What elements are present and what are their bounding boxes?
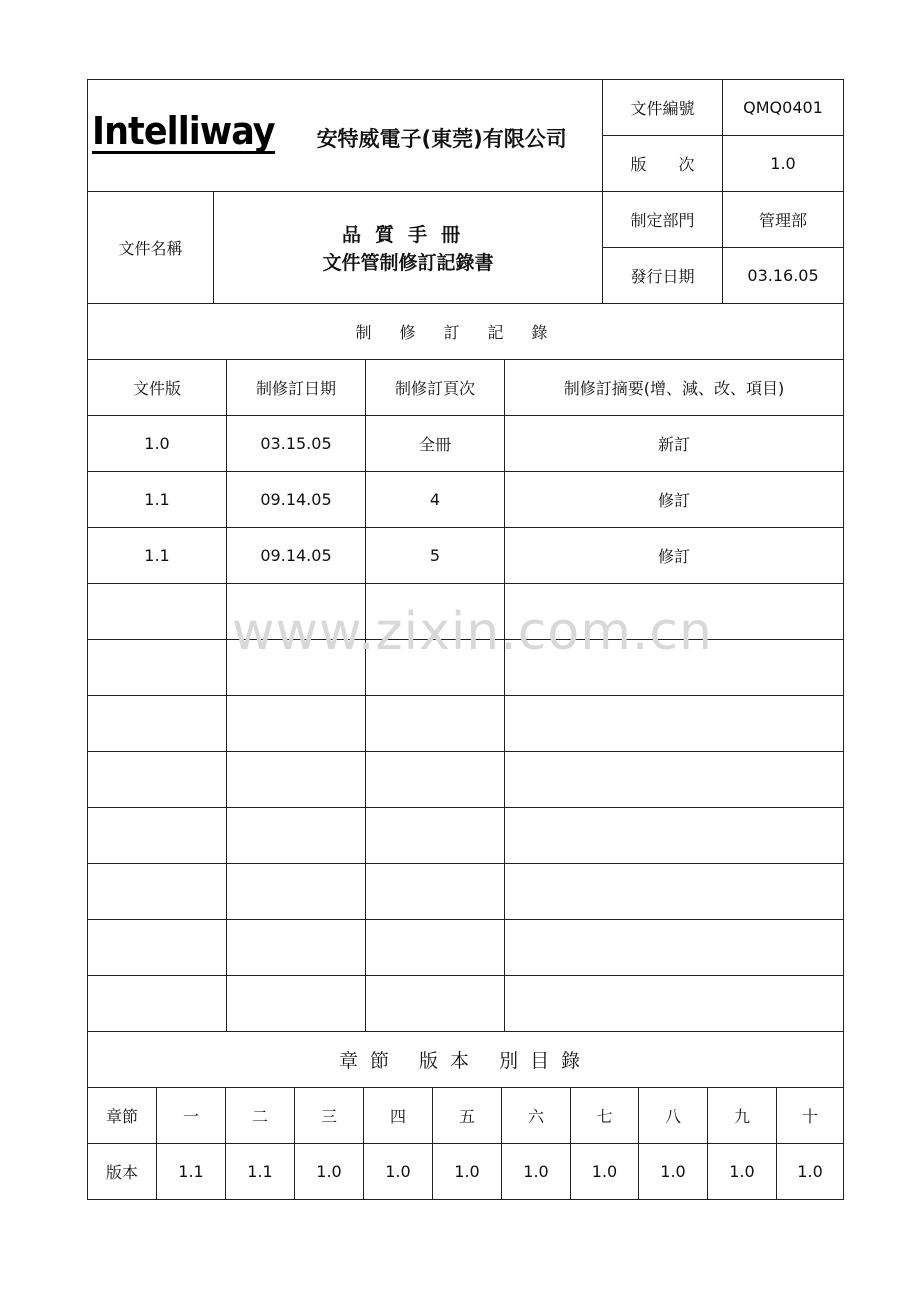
cell: 5 [366,528,505,584]
cell [505,640,844,696]
cell: 09.14.05 [227,528,366,584]
cell [227,752,366,808]
cell [366,752,505,808]
edition-label: 版 次 [603,136,723,192]
cell [505,696,844,752]
table-row [88,976,844,1032]
version-cell: 1.0 [364,1144,433,1200]
cell: 1.1 [88,528,227,584]
watermark-text: www.zixin.com.cn [232,602,713,662]
chapter-version-title: 章節 版本 別目錄 [88,1032,844,1088]
cell: 新訂 [505,416,844,472]
version-cell: 1.0 [295,1144,364,1200]
col-header: 制修訂摘要(增、減、改、項目) [505,360,844,416]
cell [227,808,366,864]
table-row [88,584,844,640]
cell [366,696,505,752]
cell [505,864,844,920]
chapter-label: 章節 [88,1088,157,1144]
doc-name-cell [214,192,603,304]
chapter-cell: 四 [364,1088,433,1144]
cell [227,864,366,920]
cell [88,584,227,640]
table-row [88,696,844,752]
cell [88,752,227,808]
version-cell: 1.0 [639,1144,708,1200]
cell [88,808,227,864]
doc-no-label: 文件編號 [603,80,723,136]
company-logo: Intelliway [92,109,275,153]
chapter-cell: 五 [433,1088,502,1144]
cell [366,808,505,864]
dept-label: 制定部門 [603,192,723,248]
doc-subtitle: 文件管制修訂記錄書 [322,251,494,274]
version-cell: 1.0 [502,1144,571,1200]
cell: 修訂 [505,528,844,584]
chapter-cell: 三 [295,1088,364,1144]
company-cell [88,80,603,192]
cell [366,976,505,1032]
chapter-row [88,1088,844,1144]
cell [505,808,844,864]
version-cell: 1.1 [157,1144,226,1200]
company-name: 安特威電子(東莞)有限公司 [316,126,567,151]
cell [227,640,366,696]
chapter-cell: 六 [502,1088,571,1144]
cell [88,976,227,1032]
table-row [88,808,844,864]
chapter-cell: 十 [777,1088,844,1144]
cell: 09.14.05 [227,472,366,528]
cell [505,584,844,640]
version-row [88,1144,844,1200]
doc-no-value: QMQ0401 [723,80,844,136]
cell [227,920,366,976]
cell [88,640,227,696]
chapter-cell: 一 [157,1088,226,1144]
version-cell: 1.0 [708,1144,777,1200]
doc-name-label: 文件名稱 [88,192,214,304]
version-label: 版本 [88,1144,157,1200]
dept-value: 管理部 [723,192,844,248]
cell [366,640,505,696]
revision-title: 制修訂記錄 [88,304,844,360]
cell [366,920,505,976]
table-row [88,864,844,920]
col-header: 制修訂日期 [227,360,366,416]
doc-title: 品質手冊 [342,223,475,246]
table-row [88,920,844,976]
cell [505,752,844,808]
cell: 4 [366,472,505,528]
cell [227,584,366,640]
chapter-cell: 二 [226,1088,295,1144]
table-row [88,472,844,528]
cell [227,976,366,1032]
cell [88,696,227,752]
table-row [88,416,844,472]
table-row [88,752,844,808]
chapter-cell: 七 [571,1088,639,1144]
chapter-cell: 八 [639,1088,708,1144]
cell: 1.1 [88,472,227,528]
chapter-cell: 九 [708,1088,777,1144]
cell: 03.15.05 [227,416,366,472]
version-cell: 1.0 [777,1144,844,1200]
col-header: 制修訂頁次 [366,360,505,416]
revision-table [87,303,844,1032]
cell: 全冊 [366,416,505,472]
edition-value: 1.0 [723,136,844,192]
cell [366,584,505,640]
cell: 修訂 [505,472,844,528]
issue-date-label: 發行日期 [603,248,723,304]
revision-header-row [88,360,844,416]
cell [227,696,366,752]
cell [88,920,227,976]
cell [505,976,844,1032]
version-cell: 1.0 [571,1144,639,1200]
cell [88,864,227,920]
table-row [88,640,844,696]
document-sheet [87,79,843,1200]
cell [505,920,844,976]
issue-date-value: 03.16.05 [723,248,844,304]
cell [366,864,505,920]
col-header: 文件版 [88,360,227,416]
header-table [87,79,844,304]
version-cell: 1.0 [433,1144,502,1200]
version-cell: 1.1 [226,1144,295,1200]
table-row [88,528,844,584]
chapter-version-table [87,1031,844,1200]
cell: 1.0 [88,416,227,472]
